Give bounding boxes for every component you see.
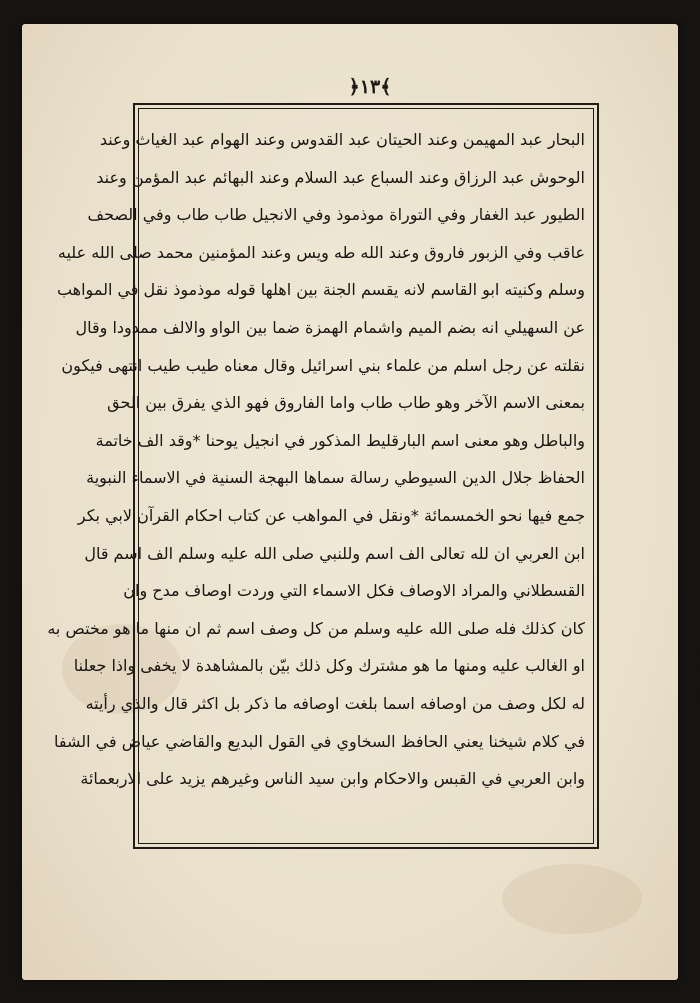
text-line: وابن العربي في القبس والاحكام وابن سيد الناس وغيرهم يزيد على الاربعمائة (80, 769, 585, 789)
page-number: ﴿۱۳﴾ (348, 76, 392, 98)
page-edge-notch (692, 690, 700, 702)
body-text (47, 121, 585, 798)
text-line: نقلته عن رجل اسلم من علماء بني اسرائيل وقال معناه طيب طيب انتهى فيكون (61, 355, 585, 375)
text-line: عاقب وفي الزبور فاروق وعند الله طه ويس وعند المؤمنين محمد صلى الله عليه (57, 242, 585, 262)
text-line: كان كذلك فله صلى الله عليه وسلم من كل وصف اسم ثم ان منها ما هو مختص به (47, 618, 585, 638)
text-line: القسطلاني والمراد الاوصاف فكل الاسماء التي وردت اوصاف مدح وان (123, 581, 585, 601)
text-line: الوحوش عبد الرزاق وعند السباع عبد السلام وعند البهائم عبد المؤمن وعند (96, 167, 585, 187)
page-edge-notch (692, 655, 700, 667)
text-line: الحفاظ جلال الدين السيوطي رسالة سماها البهجة السنية في الاسماء النبوية (86, 468, 585, 488)
text-line: جمع فيها نحو الخمسمائة *ونقل في المواهب عن كتاب احكام القرآن لابي بكر (77, 505, 585, 525)
text-line: عن السهيلي انه بضم الميم واشمام الهمزة ضما بين الواو والالف ممدودا وقال (75, 317, 585, 337)
text-line: وسلم وكنيته ابو القاسم لانه يقسم الجنة بين اهلها قوله موذموذ نقل في المواهب (56, 280, 585, 300)
text-line: الطيور عبد الغفار وفي التوراة موذموذ وفي الانجيل طاب طاب وفي الصحف (87, 205, 585, 225)
text-line: بمعنى الاسم الآخر وهو طاب طاب واما الفاروق فهو الذي يفرق بين الحق (107, 393, 585, 413)
text-line: او الغالب عليه ومنها ما هو مشترك وكل ذلك بيّن بالمشاهدة لا يخفى واذا جعلنا (73, 656, 585, 676)
text-line: البحار عبد المهيمن وعند الحيتان عبد القدوس وعند الهوام عبد الغياث وعند (99, 130, 585, 149)
text-line: والباطل وهو معنى اسم البارقليط المذكور في انجيل يوحنا *وقد الف خاتمة (95, 430, 585, 450)
text-line: في كلام شيخنا يعني الحافظ السخاوي في القول البديع والقاضي عياض في الشفا (54, 731, 585, 751)
paper-stain (502, 864, 642, 934)
text-line: ابن العربي ان لله تعالى الف اسم وللنبي صلى الله عليه وسلم الف اسم قال (84, 543, 585, 563)
text-frame (47, 103, 599, 849)
text-line: له لكل وصف من اوصافه اسما بلغت اوصافه ما ذكر بل اكثر قال والذي رأيته (85, 693, 585, 713)
